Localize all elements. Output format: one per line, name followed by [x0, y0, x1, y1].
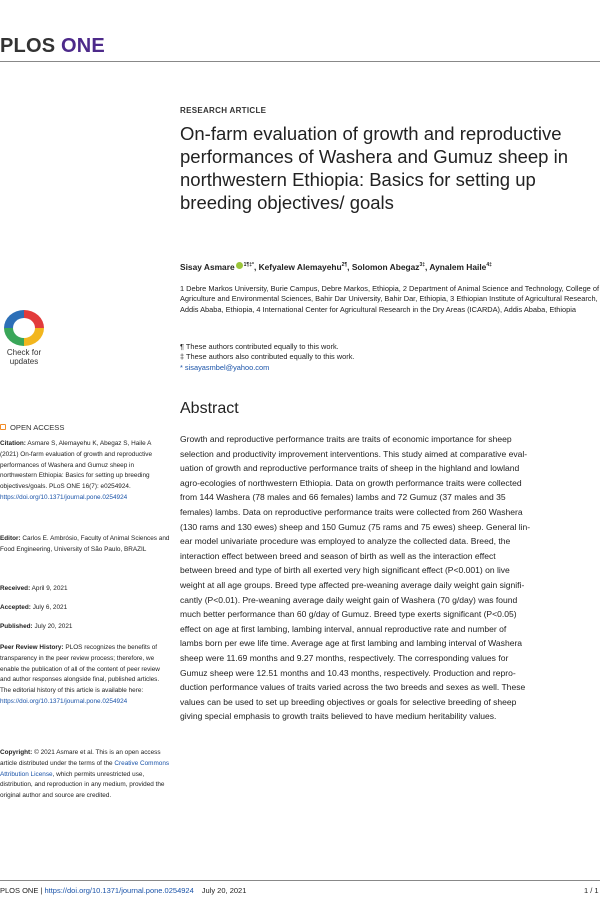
accepted-date: Accepted: July 6, 2021 — [0, 604, 68, 611]
check-for-updates-badge[interactable] — [0, 306, 50, 378]
page-footer — [0, 880, 600, 900]
cc-license-link[interactable]: Creative Commons Attribution License — [0, 759, 170, 778]
open-lock-icon — [0, 424, 6, 430]
author-name: Aynalem Haile — [429, 262, 487, 272]
journal-masthead — [0, 0, 600, 62]
page-number: 1 / 1 — [584, 886, 599, 895]
author-name: Kefyalew Alemayehu — [258, 262, 342, 272]
peer-review-link[interactable]: https://doi.org/10.1371/journal.pone.0254924 — [0, 697, 128, 705]
footer-doi-link[interactable]: https://doi.org/10.1371/journal.pone.0254924 — [44, 886, 194, 895]
author-notes — [180, 342, 480, 373]
citation-doi-link[interactable]: https://doi.org/10.1371/journal.pone.0254924 — [0, 493, 128, 501]
equal-contribution-note: ¶ These authors contributed equally to this work. — [180, 342, 339, 351]
affiliations: 1 Debre Markos University, Burie Campus, Debre Markos, Ethiopia, 2 Department of Animal Science and Technology, College of Agriculture and Environmental Sciences, Bahir Dar University, Bahir Dar, Ethiopia, 3 Ethiopian Institute of Agricultural Research, Addis Ababa, Ethiopia, 4 International Center for Agricultural Research in the Dry Areas (ICARDA), Addis Ababa, Ethiopia — [180, 284, 600, 314]
footer-date: July 20, 2021 — [201, 886, 247, 895]
also-contribution-note: ‡ These authors also contributed equally to this work. — [180, 352, 355, 362]
article-type-label: RESEARCH ARTICLE — [180, 106, 267, 115]
peer-review-history: Peer Review History: PLOS recognizes the benefits of transparency in the peer review process; therefore, we enable the publication of all of the content of peer review and author responses alongside final, published articles. The editorial history of this article is available here: https://doi.org/10.1371/journal.pone.0254924 — [0, 644, 160, 705]
abstract-heading: Abstract — [180, 400, 239, 417]
published-date: Published: July 20, 2021 — [0, 623, 73, 630]
received-date: Received: April 9, 2021 — [0, 585, 68, 592]
citation-block: Citation: Asmare S, Alemayehu K, Abegaz S, Haile A (2021) On-farm evaluation of growth and reproductive performances of Washera and Gumuz sheep in northwestern Ethiopia: Basics for setting up breeding objectives/goals. PLoS ONE 16(7): e0254924. https://doi.org/10.1371/journal.pone.0254924 — [0, 440, 153, 501]
author-name: Sisay Asmare — [180, 262, 235, 272]
author-name: Solomon Abegaz — [351, 262, 420, 272]
author-list: Sisay Asmare $^{1\P\ddagger*}$, Kefyalew Alemayehu$^{2\P}$, Solomon Abegaz$^{3\ddagger}$, Aynalem Haile$^{4\ddagger}$ — [180, 262, 492, 272]
copyright-block: Copyright: © 2021 Asmare et al. This is an open access article distributed under the terms of the Creative Commons Attribution License, which permits unrestricted use, distribution, and reproduction in any medium, provided the original author and source are credited. — [0, 749, 170, 800]
article-title: On-farm evaluation of growth and reproductive performances of Washera and Gumuz sheep in northwestern Ethiopia: Basics for setting up breeding objectives/ goals — [180, 123, 569, 213]
corresponding-email[interactable]: * sisayasmbel@yahoo.com — [180, 362, 270, 372]
orcid-icon[interactable] — [236, 262, 243, 269]
open-access-label: OPEN ACCESS — [0, 423, 64, 432]
plos-one-logo[interactable]: PLOS ONE — [0, 35, 105, 57]
check-updates-label: Check for updates — [6, 348, 42, 366]
editor-block: Editor: Carlos E. Ambrósio, Faculty of Animal Sciences and Food Engineering, University of São Paulo, BRAZIL — [0, 535, 170, 553]
abstract-body: Growth and reproductive performance traits are traits of economic importance for sheep selection and productivity improvement interventions. This study aimed at comparative eval- uation of growth and reproductive performance traits of sheep in the highland and lowland agro-ecologies of northwestern Ethiopia. Data on growth performance traits were collected from 144 Washera (78 males and 66 females) lambs and 72 Gumuz (37 males and 35 females) lambs. Data on reproductive performance traits were collected from 260 Washera (130 rams and 130 ewes) sheep and 150 Gumuz (75 rams and 75 ewes) sheep. General lin- ear model univariate procedure was employed to analyze the collected data. Breed, the interaction effect between breed and season of birth as well as the interaction effect between breed and type of birth all exerted very high significant effect (P<0.001) on live weight at all age groups. Breed type affected pre-weaning average daily weight gain signifi- cantly (P<0.01). Pre-weaning average daily weight gain of Washera (70 g/day) was found much better performance than 60 g/day of Gumuz. Breed type exerts significant (P<0.05) effect on age at first lambing, lambing interval, annual reproductive rate and number of lambs born per ewe life time. Average age at first lambing and lambing interval of Washera sheep were 11.69 months and 9.27 months, respectively. The corresponding values for Gumuz sheep were 12.51 months and 10.43 months, respectively. Production and repro- duction performance values of traits varied across the two breeds and sexes as well. These values can be used to set up breeding objectives or goals for selective breeding of sheep giving special emphasis to growth traits believed to have medium heritability values. — [180, 434, 531, 722]
check-updates-icon — [4, 310, 44, 346]
footer-citation: PLOS ONE | https://doi.org/10.1371/journal.pone.0254924 July 20, 2021 — [0, 886, 247, 895]
